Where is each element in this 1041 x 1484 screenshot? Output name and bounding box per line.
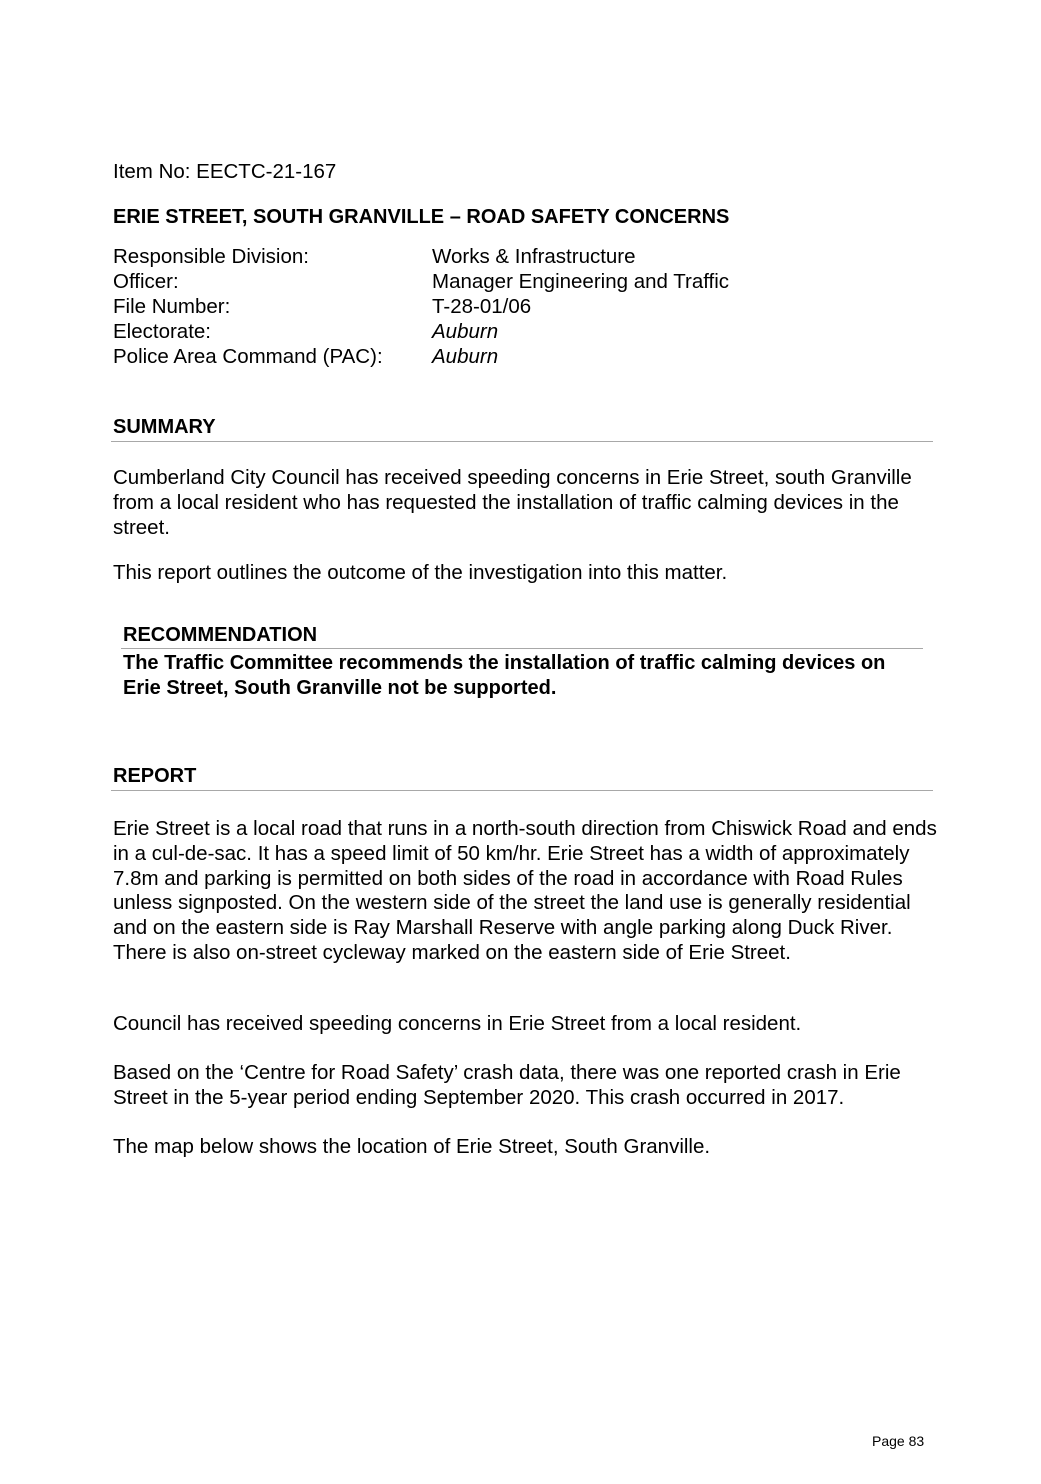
- recommendation-text: The Traffic Committee recommends the installation of traffic calming devices on Erie Street, South Granville not be supported.: [123, 652, 886, 699]
- report-paragraph: Based on the ‘Centre for Road Safety’ crash data, there was one reported crash in Erie Street in the 5-year period ending September 2020. This crash occurred in 2017.: [113, 1061, 901, 1109]
- meta-row-file-number: [113, 295, 933, 320]
- meta-label: Officer:: [113, 270, 179, 293]
- report-paragraph: The map below shows the location of Erie Street, South Granville.: [113, 1135, 711, 1158]
- report-heading: REPORT: [111, 765, 933, 791]
- summary-heading: SUMMARY: [111, 416, 933, 442]
- meta-label: File Number:: [113, 295, 231, 318]
- report-paragraph: Council has received speeding concerns in Erie Street from a local resident.: [113, 1012, 802, 1035]
- report-paragraph: Erie Street is a local road that runs in a north-south direction from Chiswick Road and ends in a cul-de-sac. It has a speed limit of 50 km/hr. Erie Street has a width of approximately 7.8m and parking is permitted on both sides of the road in accordance with Road Rules unless signposted. On the western side of the street the land use is generally residential and on the eastern side is Ray Marshall Reserve with angle parking along Duck River. There is also on-street cycleway marked on the eastern side of Erie Street.: [113, 817, 937, 964]
- meta-row-electorate: [113, 320, 933, 345]
- report-title: ERIE STREET, SOUTH GRANVILLE – ROAD SAFETY CONCERNS: [113, 206, 730, 228]
- recommendation-box: [121, 624, 923, 701]
- meta-label: Police Area Command (PAC):: [113, 345, 383, 368]
- meta-value: Works & Infrastructure: [432, 245, 636, 268]
- page-number: Page 83: [872, 1433, 925, 1449]
- meta-row-officer: [113, 270, 933, 295]
- meta-label: Electorate:: [113, 320, 211, 343]
- meta-label: Responsible Division:: [113, 245, 309, 268]
- meta-row-division: [113, 245, 933, 270]
- summary-paragraph: This report outlines the outcome of the investigation into this matter.: [113, 561, 728, 584]
- meta-value: Auburn: [432, 345, 499, 368]
- summary-paragraph: Cumberland City Council has received speeding concerns in Erie Street, south Granville from a local resident who has requested the installation of traffic calming devices in the street.: [113, 466, 912, 539]
- meta-value: Manager Engineering and Traffic: [432, 270, 730, 293]
- meta-row-pac: [113, 345, 933, 370]
- recommendation-heading: RECOMMENDATION: [121, 624, 923, 649]
- item-number: Item No: EECTC-21-167: [113, 160, 337, 183]
- meta-value: Auburn: [432, 320, 499, 343]
- meta-value: T-28-01/06: [432, 295, 532, 318]
